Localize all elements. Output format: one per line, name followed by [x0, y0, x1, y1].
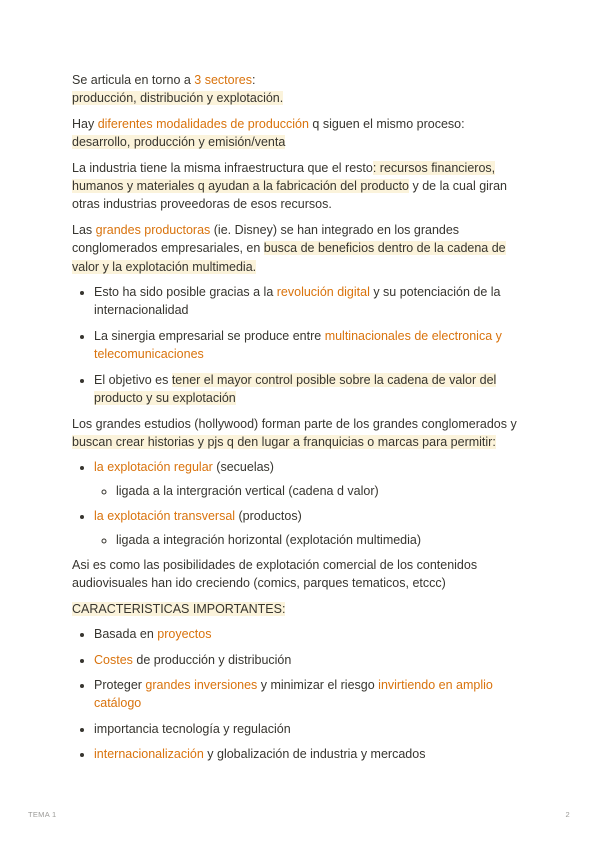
text: (productos): [235, 509, 302, 524]
text: La industria tiene la misma infraestructura que el resto: [72, 160, 373, 175]
orange-text: diferentes modalidades de producción: [97, 116, 309, 131]
list-item: [94, 507, 532, 549]
orange-text: la explotación regular: [94, 460, 213, 475]
paragraph-productoras: [72, 221, 532, 276]
text: de producción y distribución: [132, 652, 292, 667]
bullet-list: [72, 458, 532, 549]
paragraph-caracteristicas: [72, 600, 532, 618]
sub-list-item: ◦ ligada a la intergración vertical (cadena d valor): [116, 482, 532, 500]
text: q siguen el mismo proceso:: [308, 116, 465, 131]
highlighted-text: desarrollo, producción y emisión/venta: [72, 135, 286, 150]
text: Proteger: [94, 677, 146, 692]
orange-text: proyectos: [157, 627, 212, 642]
text: (secuelas): [212, 460, 274, 475]
bullet-list: [72, 625, 532, 763]
page-number: 2: [565, 810, 570, 819]
orange-text: revolución digital: [276, 285, 370, 300]
sub-list: [94, 531, 532, 549]
text: Basada en: [94, 627, 158, 642]
highlighted-text: buscan crear historias y pjs q den lugar a franquicias o marcas para permitir:: [72, 434, 496, 449]
paragraph-explotacion: Asi es como las posibilidades de explotación comercial de los contenidos audiovisuales han ido creciendo (comics, parques tematicos, etccc): [72, 557, 478, 591]
highlighted-text: : recursos financieros, humanos y materiales q ayudan a la fabricación del producto: [72, 160, 496, 194]
orange-text: grandes productoras: [95, 222, 211, 237]
text: Esto ha sido posible gracias a la: [94, 285, 277, 300]
orange-text: Costes: [94, 652, 133, 667]
list-item: [94, 458, 532, 500]
list-item: [94, 283, 532, 320]
footer-title: TEMA 1: [28, 810, 57, 819]
paragraph-infraestructura: [72, 159, 532, 214]
orange-text: grandes inversiones: [145, 677, 258, 692]
orange-text: la explotación transversal: [94, 509, 236, 524]
orange-text: multinacionales de electronica y telecomunicaciones: [94, 328, 502, 362]
list-item: [94, 745, 532, 763]
text: La sinergia empresarial se produce entre: [94, 328, 325, 343]
highlighted-text: busca de beneficios dentro de la cadena de valor y la explotación multimedia.: [72, 241, 506, 274]
highlighted-text: tener el mayor control posible sobre la cadena de valor del producto y su explotación: [94, 372, 497, 406]
list-item: [94, 625, 532, 643]
sub-list: [94, 482, 532, 500]
text: (ie. Disney) se han integrado en los grandes conglomerados empresariales, en: [72, 222, 460, 256]
text: Las: [72, 222, 96, 237]
list-item: [94, 676, 532, 713]
paragraph-estudios: [72, 415, 532, 452]
orange-text: internacionalización: [94, 747, 204, 762]
highlighted-heading: CARACTERISTICAS IMPORTANTES:: [72, 601, 286, 616]
document-body: [72, 71, 532, 771]
text: y de la cual giran otras industrias proveedoras de esos recursos.: [72, 179, 507, 212]
sub-list-item: ◦ ligada a integración horizontal (explotación multimedia): [116, 531, 532, 549]
list-item: • importancia tecnología y regulación: [94, 720, 532, 738]
text: :: [251, 73, 256, 87]
orange-text: invirtiendo en amplio catálogo: [94, 677, 493, 711]
highlighted-text: producción, distribución y explotación.: [72, 91, 284, 106]
bullet-list: [72, 283, 532, 407]
paragraph-modalidades: [72, 115, 532, 152]
list-item: [94, 327, 532, 364]
text: Se articula en torno a: [72, 73, 195, 87]
text: Los grandes estudios (hollywood) forman parte de los grandes conglomerados y: [72, 416, 517, 431]
list-item: [94, 651, 532, 669]
text: Hay: [72, 116, 98, 131]
paragraph-sectores: [72, 71, 532, 108]
list-item: [94, 371, 532, 408]
orange-text: 3 sectores: [194, 73, 252, 87]
text: y globalización de industria y mercados: [203, 747, 426, 762]
text: y su potenciación de la internacionalidad: [94, 285, 501, 318]
text: El objetivo es: [94, 372, 172, 387]
text: y minimizar el riesgo: [257, 677, 379, 692]
